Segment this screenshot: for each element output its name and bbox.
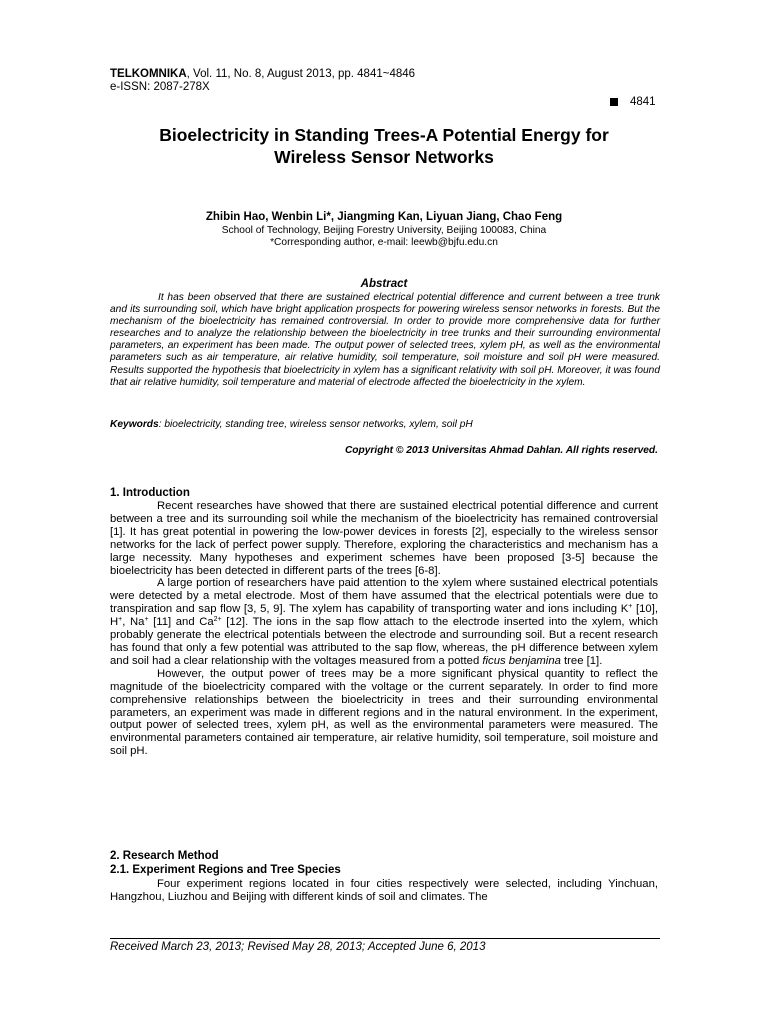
copyright-notice: Copyright © 2013 Universitas Ahmad Dahlan. All rights reserved. [344,445,658,456]
abstract-heading: Abstract [360,278,408,290]
title-line-1: Bioelectricity in Standing Trees-A Potential Energy for [159,125,609,145]
paragraph: However, the output power of trees may be a more significant physical quantity to reflect the magnitude of the bioelectricity compared with the voltage or the current separately. In order to find more comprehensive relationships between the bioelectricity in trees and their surrounding environmental parameters, an experiment was made in different regions and in the natural environment. In the experiment, output power of selected trees, xylem pH, as well as the environmental parameters were measured. The environmental parameters contained air temperature, air relative humidity, soil temperature, soil moisture and soil pH. [110,667,658,758]
subsection-heading: 2.1. Experiment Regions and Tree Species [110,864,341,876]
research-method-body [110,878,658,904]
corresponding-author: *Corresponding author, e-mail: leewb@bjfu.edu.cn [270,237,498,248]
footer-divider [110,938,660,939]
page-number: 4841 [630,96,656,108]
page-number-block [610,96,656,108]
paragraph: A large portion of researchers have paid attention to the xylem where sustained electrical potentials were detected by a metal electrode. Most of them have assumed that the electrical potentials were due to transpiration and sap flow [3, 5, 9]. The xylem has capability of transporting water and ions including K+ [10], H+, Na+ [11] and $Ca^{2+}$ [12]. The ions in the sap flow attach to the electrode inserted into the xylem, which probably generate the electrical potentials between the electrode and surrounding soil. But a recent research has found that only a few potential was attributed to the sap flow, whereas, the pH difference between xylem and soil had a clear relationship with the voltages measured from a potted ficus benjamina tree [1]. [110,577,658,667]
received-dates: Received March 23, 2013; Revised May 28, 2013; Accepted June 6, 2013 [110,941,486,953]
section-heading-introduction: 1. Introduction [110,487,190,499]
paragraph: Recent researches have showed that there are sustained electrical potential difference and current between a tree and its surrounding soil while the mechanism of the bioelectricity has remained controversial [1]. It has great potential in powering the low-power devices in forests [2], especially to the wireless sensor networks for the lack of perfect power supply. Therefore, exploring the characteristics and mechanism has a large necessity. Many hypotheses and experiment schemes have been proposed [3-5] because the bioelectricity has been detected in different parts of the trees [6-8]. [110,500,658,577]
keywords [110,419,660,431]
keywords-label: Keywords [110,419,159,430]
keywords-list: : bioelectricity, standing tree, wireless sensor networks, xylem, soil pH [158,419,473,430]
title-line-2: Wireless Sensor Networks [274,147,494,167]
paper-title [90,124,678,168]
abstract-text [110,292,660,389]
abstract-body: It has been observed that there are sustained electrical potential difference and current between a tree trunk and its surrounding soil, which have bright application prospects for powering wireless sensor networks in forests. But the mechanism of the bioelectricity has remained controversial. In order to provide more comprehensive data for further researches and to analyze the relationship between the bioelectricity in tree trunks and their surrounding environmental parameters, an experiment has been made. The output power of selected trees, xylem pH, as well as the environmental parameters such as air temperature, air relative humidity, soil temperature, soil moisture and soil pH were measured. Results supported the hypothesis that bioelectricity in xylem has a significant relativity with soil pH. Moreover, it was found that air relative humidity, soil temperature and material of electrode affected the bioelectricity in the xylem. [110,292,660,388]
issn: e-ISSN: 2087-278X [110,81,210,93]
paragraph: Four experiment regions located in four cities respectively were selected, including Yinchuan, Hangzhou, Liuzhou and Beijing with different kinds of soil and climates. The [110,878,658,903]
square-bullet-icon [610,98,618,106]
journal-name: TELKOMNIKA [110,68,187,80]
journal-citation [110,68,415,81]
section-heading-research-method: 2. Research Method [110,850,219,862]
introduction-body [110,500,658,758]
journal-details: , Vol. 11, No. 8, August 2013, pp. 4841~4846 [186,68,416,80]
author-list: Zhibin Hao, Wenbin Li*, Jiangming Kan, Liyuan Jiang, Chao Feng [205,211,563,223]
affiliation: School of Technology, Beijing Forestry University, Beijing 100083, China [221,225,547,236]
species-name: ficus benjamina [482,654,561,667]
